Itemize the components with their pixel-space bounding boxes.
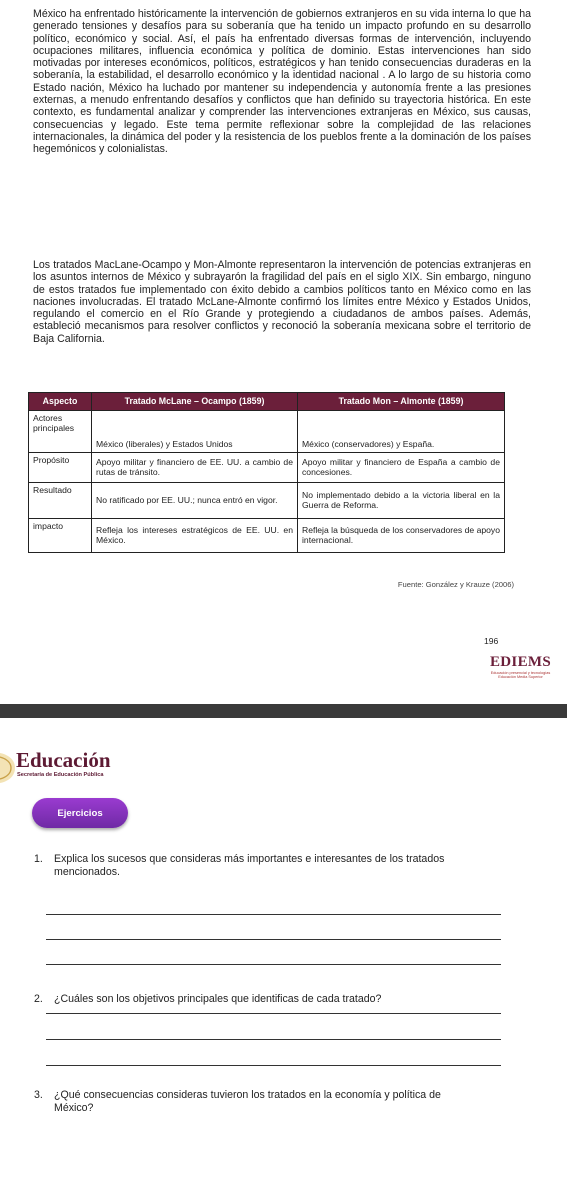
- ediems-subtitle-2: Educación Media Superior: [498, 675, 543, 680]
- sep-emblem-icon: [0, 751, 16, 785]
- table-cell: Refleja los intereses estratégicos de EE. UU. en México.: [92, 518, 298, 552]
- treaties-comparison-table: [28, 392, 505, 553]
- question-number: 2.: [34, 993, 43, 1005]
- page-number: 196: [484, 636, 499, 646]
- row-label: Propósito: [29, 452, 92, 482]
- exercises-page: [0, 718, 567, 1178]
- table-cell: México (liberales) y Estados Unidos: [92, 410, 298, 452]
- table-source: Fuente: González y Krauze (2006): [397, 580, 514, 589]
- table-cell: Refleja la búsqueda de los conservadores de apoyo internacional.: [298, 518, 505, 552]
- question-text: ¿Cuáles son los objetivos principales que identificas de cada tratado?: [54, 993, 382, 1005]
- table-cell: Apoyo militar y financiero de EE. UU. a cambio de rutas de tránsito.: [92, 452, 298, 482]
- header-aspecto: Aspecto: [29, 393, 92, 411]
- table-cell: Apoyo militar y financiero de España a cambio de concesiones.: [298, 452, 505, 482]
- question-text-continued: México?: [54, 1101, 94, 1114]
- sep-logo-title: Educación: [16, 748, 111, 772]
- answer-line[interactable]: [46, 964, 501, 965]
- ediems-subtitle: Educación presencial y tecnologías: [490, 671, 551, 675]
- question-1: [34, 853, 512, 878]
- ediems-logo: [490, 654, 551, 679]
- answer-line[interactable]: [46, 939, 501, 940]
- question-number: 3.: [34, 1089, 43, 1101]
- table-cell: No ratificado por EE. UU.; nunca entró en vigor.: [92, 482, 298, 518]
- header-mclane-ocampo: Tratado McLane – Ocampo (1859): [92, 393, 298, 411]
- intro-paragraph: México ha enfrentado históricamente la intervención de gobiernos extranjeros en su vida interna lo que ha generado tensiones y desafíos para su soberanía que ha tenido un impacto profundo en su desarrollo político, económico y social. Así, el país ha enfrentado diversas formas de intervención, incluyendo ocupaciones militares, influencia económica y política de dominio. Estas intervenciones han sido motivadas por intereses económicos, políticos, estratégicos y han tenido consecuencias duraderas en la soberanía, la estabilidad, el desarrollo económico y la identidad nacional . A lo largo de su historia como Estado nación, México ha luchado por mantener su independencia y autonomía frente a las presiones externas, a menudo enfrentando desafíos y conflictos que han definido su trayectoria histórica. En este contexto, es fundamental analizar y comprender las intervenciones extranjeras en México, sus causas, consecuencias y legado. Este tema permite reflexionar sobre la complejidad de las relaciones internacionales, la dinámica del poder y la resistencia de los pueblos frente a la dominación de los países hegemónicos y colonialistas.: [33, 8, 531, 156]
- table-row: [29, 410, 505, 452]
- answer-line[interactable]: [46, 914, 501, 915]
- question-text-continued: mencionados.: [54, 865, 120, 878]
- question-text: Explica los sucesos que consideras más importantes e interesantes de los tratados: [54, 853, 445, 865]
- page-separator: [0, 704, 567, 718]
- row-label: impacto: [29, 518, 92, 552]
- treaties-paragraph: Los tratados MacLane-Ocampo y Mon-Almonte representaron la intervención de potencias extranjeras en los asuntos internos de México y subrayarón la fragilidad del país en el siglo XIX. Sin embargo, ninguno de estos tratados fue implementado con éxito debido a cambios políticos tanto en México como en las naciones involucradas. El tratado McLane-Almonte confirmó los límites entre México y Estados Unidos, regulando el comercio en el Río Grande y protegiendo a ciudadanos de ambos países. Además, estableció mecanismos para resolver conflictos y reconoció la soberanía mexicana sobre el territorio de Baja California.: [33, 259, 531, 345]
- row-label: Actores principales: [29, 410, 92, 452]
- ediems-name: EDIEMS: [490, 654, 551, 670]
- question-number: 1.: [34, 853, 43, 865]
- table-cell: No implementado debido a la victoria liberal en la Guerra de Reforma.: [298, 482, 505, 518]
- sep-logo-subtitle: Secretaría de Educación Pública: [17, 772, 104, 778]
- table-cell: México (conservadores) y España.: [298, 410, 505, 452]
- table-row: [29, 452, 505, 482]
- answer-line[interactable]: [46, 1039, 501, 1040]
- answer-line[interactable]: [46, 1065, 501, 1066]
- question-3: [34, 1089, 512, 1114]
- header-mon-almonte: Tratado Mon – Almonte (1859): [298, 393, 505, 411]
- table-row: [29, 482, 505, 518]
- question-text: ¿Qué consecuencias consideras tuvieron los tratados en la economía y política de: [54, 1089, 441, 1101]
- question-2: [34, 993, 512, 1006]
- answer-line[interactable]: [46, 1013, 501, 1014]
- exercises-button[interactable]: Ejercicios: [32, 798, 128, 828]
- table-header-row: [29, 393, 505, 411]
- row-label: Resultado: [29, 482, 92, 518]
- table-row: [29, 518, 505, 552]
